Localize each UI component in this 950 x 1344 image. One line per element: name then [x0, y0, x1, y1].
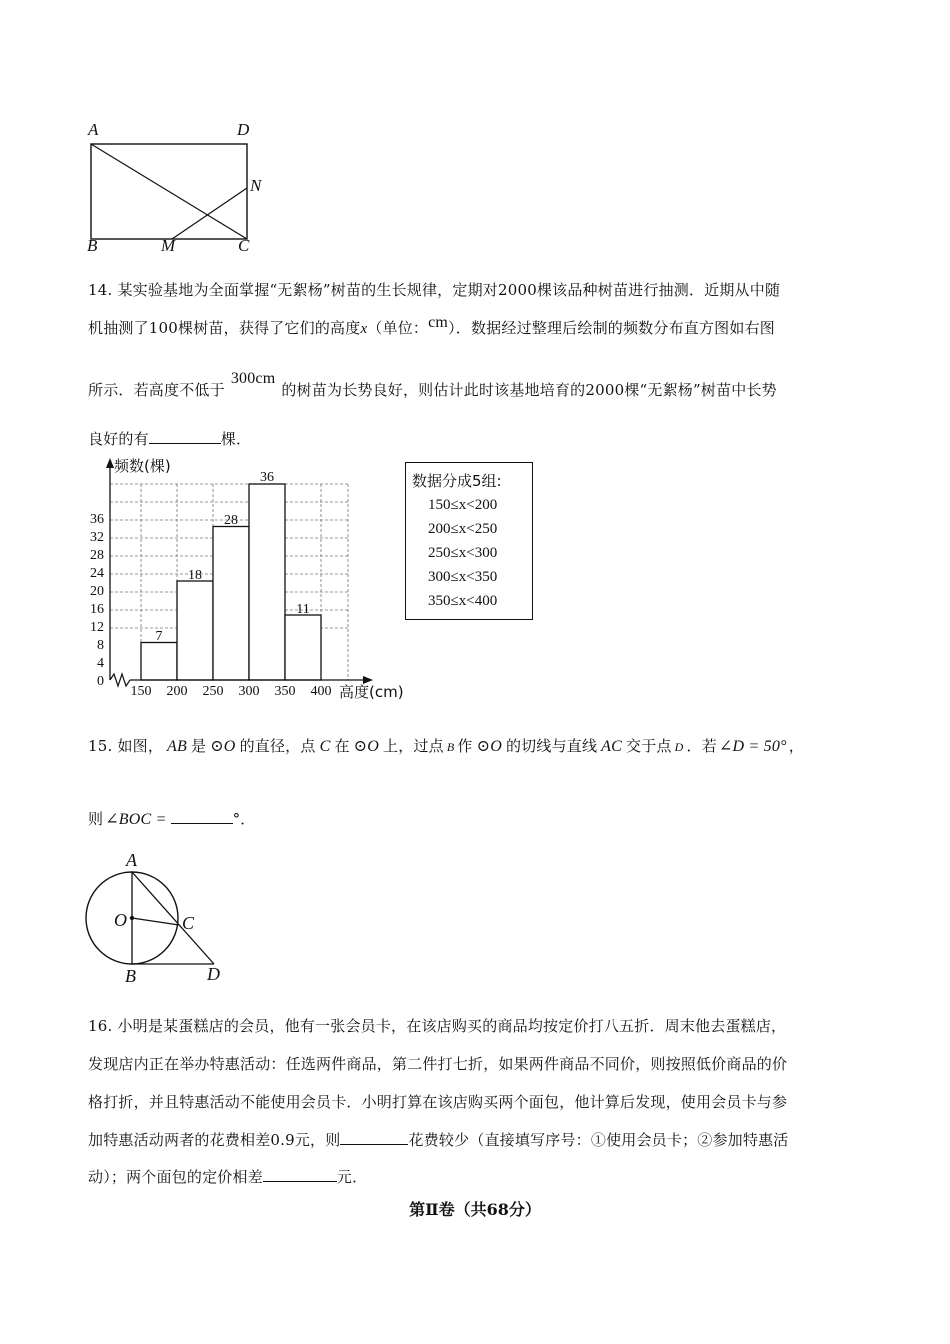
q14-text-2a: 机抽测了100棵树苗，获得了它们的高度 — [88, 319, 361, 337]
q15-circle-O-3: ⊙O — [476, 738, 502, 755]
q14-line-4 — [88, 428, 251, 449]
svg-text:11: 11 — [296, 602, 310, 617]
q15-angle-D: ∠D = 50° — [718, 738, 787, 755]
q15-text-g: 的切线与直线 — [505, 737, 598, 755]
svg-text:0: 0 — [97, 674, 104, 689]
label-B: B — [125, 966, 136, 986]
q16-text-3: 格打折，并且特惠活动不能使用会员卡．小明打算在该店购买两个面包，他计算后发现，使用会员卡与参 — [88, 1093, 788, 1111]
histogram-chart — [86, 455, 426, 705]
q15-point-D: D — [674, 740, 684, 754]
q14-line-2 — [88, 314, 775, 338]
svg-text:24: 24 — [90, 566, 104, 581]
figure-rectangle — [80, 118, 280, 260]
svg-text:300: 300 — [238, 684, 260, 699]
q14-line-1 — [88, 279, 780, 300]
q15-answer-blank[interactable] — [171, 809, 233, 824]
label-D: D — [207, 964, 220, 984]
label-C: C — [238, 236, 250, 255]
svg-text:20: 20 — [90, 584, 104, 599]
q15-angle-BOC: ∠BOC = — [105, 811, 167, 828]
q14-value-300cm: 300cm — [230, 370, 276, 387]
q16-text-2: 发现店内正在举办特惠活动：任选两件商品，第二件打七折，如果两件商品不同价，则按照低价商品的价 — [88, 1055, 788, 1073]
svg-text:8: 8 — [97, 638, 104, 653]
q16-line-4 — [88, 1129, 788, 1150]
svg-text:200: 200 — [166, 684, 188, 699]
svg-text:16: 16 — [90, 602, 104, 617]
label-C: C — [182, 913, 195, 933]
y-axis-label: 频数(棵) — [114, 457, 171, 475]
group-row-2: 200≤x<250 — [428, 521, 498, 537]
q16-answer-blank-2[interactable] — [263, 1167, 337, 1182]
label-D: D — [237, 120, 250, 139]
q14-text-4b: 棵． — [220, 430, 252, 448]
q15-text-then: 则 — [88, 810, 104, 828]
q16-line-5 — [88, 1166, 367, 1187]
q16-text-5a: 动）；两个面包的定价相差 — [88, 1168, 263, 1186]
svg-text:36: 36 — [90, 512, 104, 527]
q16-answer-blank-1[interactable] — [340, 1130, 408, 1145]
q14-text-2b: （单位： — [367, 319, 429, 337]
groups-box-title: 数据分成5组: — [412, 472, 502, 490]
q14-text-3b: 的树苗为长势良好，则估计此时该基地培育的2000棵“无絮杨”树苗中长势 — [281, 381, 777, 399]
q16-line-3 — [88, 1091, 787, 1112]
group-row-1: 150≤x<200 — [428, 497, 498, 513]
svg-text:36: 36 — [260, 470, 274, 485]
q14-text-4a: 良好的有 — [88, 430, 149, 448]
label-O: O — [114, 910, 127, 930]
figure-circle — [82, 852, 232, 987]
q16-text-4a: 加特惠活动两者的花费相差0.9元，则 — [88, 1131, 341, 1149]
q15-text-a: 如图， — [117, 737, 164, 755]
q14-text-1: 某实验基地为全面掌握“无絮杨”树苗的生长规律，定期对2000棵该品种树苗进行抽测．近期从中随 — [117, 281, 781, 299]
q15-text-d: 在 — [334, 737, 350, 755]
q15-circle-O-2: ⊙O — [353, 738, 380, 755]
svg-text:7: 7 — [155, 629, 163, 644]
svg-text:150: 150 — [130, 684, 152, 699]
q15-text-degree: °． — [232, 810, 256, 828]
group-row-3: 250≤x<300 — [428, 545, 498, 561]
q15-number: 15. — [88, 737, 113, 755]
svg-text:28: 28 — [224, 513, 238, 528]
q16-text-5b: 元． — [336, 1168, 368, 1186]
q15-text-j: ， — [788, 737, 804, 755]
svg-text:32: 32 — [90, 530, 104, 545]
label-N: N — [250, 176, 262, 195]
q15-AC: AC — [601, 738, 623, 755]
q14-line-3 — [88, 370, 777, 400]
q14-number: 14. — [88, 281, 113, 299]
label-A: A — [126, 850, 137, 870]
q14-text-3a: 所示．若高度不低于 — [88, 381, 225, 399]
label-M: M — [161, 236, 176, 255]
q15-point-B: B — [446, 740, 455, 754]
q14-unit: cm — [428, 314, 449, 331]
q15-AB: AB — [167, 738, 187, 755]
svg-text:350: 350 — [274, 684, 296, 699]
q15-text-c: 的直径，点 — [239, 737, 316, 755]
svg-text:12: 12 — [90, 620, 104, 635]
q14-text-2c: ）．数据经过整理后绘制的频数分布直方图如右图 — [448, 319, 775, 337]
svg-text:18: 18 — [188, 568, 202, 583]
q14-var-x: x — [360, 321, 368, 337]
q15-text-b: 是 — [191, 737, 207, 755]
data-groups-box — [405, 462, 533, 620]
q15-text-e: 上，过点 — [383, 737, 444, 755]
svg-text:28: 28 — [90, 548, 104, 563]
label-B: B — [87, 236, 98, 255]
q16-number: 16. — [88, 1017, 113, 1035]
q15-circle-O-1: ⊙O — [210, 738, 236, 755]
group-row-4: 300≤x<350 — [428, 569, 498, 585]
q14-answer-blank[interactable] — [149, 429, 221, 444]
svg-text:400: 400 — [310, 684, 332, 699]
q15-line-2 — [88, 808, 256, 829]
section-title: 第Ⅱ卷（共68分） — [409, 1200, 541, 1219]
svg-text:4: 4 — [97, 656, 104, 671]
x-axis-label: 高度(cm) — [339, 683, 404, 701]
q16-text-1: 小明是某蛋糕店的会员，他有一张会员卡，在该店购买的商品均按定价打八五折．周末他去蛋糕店， — [117, 1017, 787, 1035]
svg-text:250: 250 — [202, 684, 224, 699]
q15-text-h: 交于点 — [626, 737, 672, 755]
label-A: A — [88, 120, 99, 139]
q15-point-C: C — [319, 738, 331, 755]
q15-text-f: 作 — [457, 737, 473, 755]
q16-line-2 — [88, 1053, 787, 1074]
q16-text-4b: 花费较少（直接填写序号：①使用会员卡；②参加特惠活 — [408, 1131, 789, 1149]
q16-line-1 — [88, 1015, 786, 1036]
group-row-5: 350≤x<400 — [428, 593, 498, 609]
q15-line-1 — [88, 735, 804, 756]
q15-text-i: ．若 — [686, 737, 717, 755]
